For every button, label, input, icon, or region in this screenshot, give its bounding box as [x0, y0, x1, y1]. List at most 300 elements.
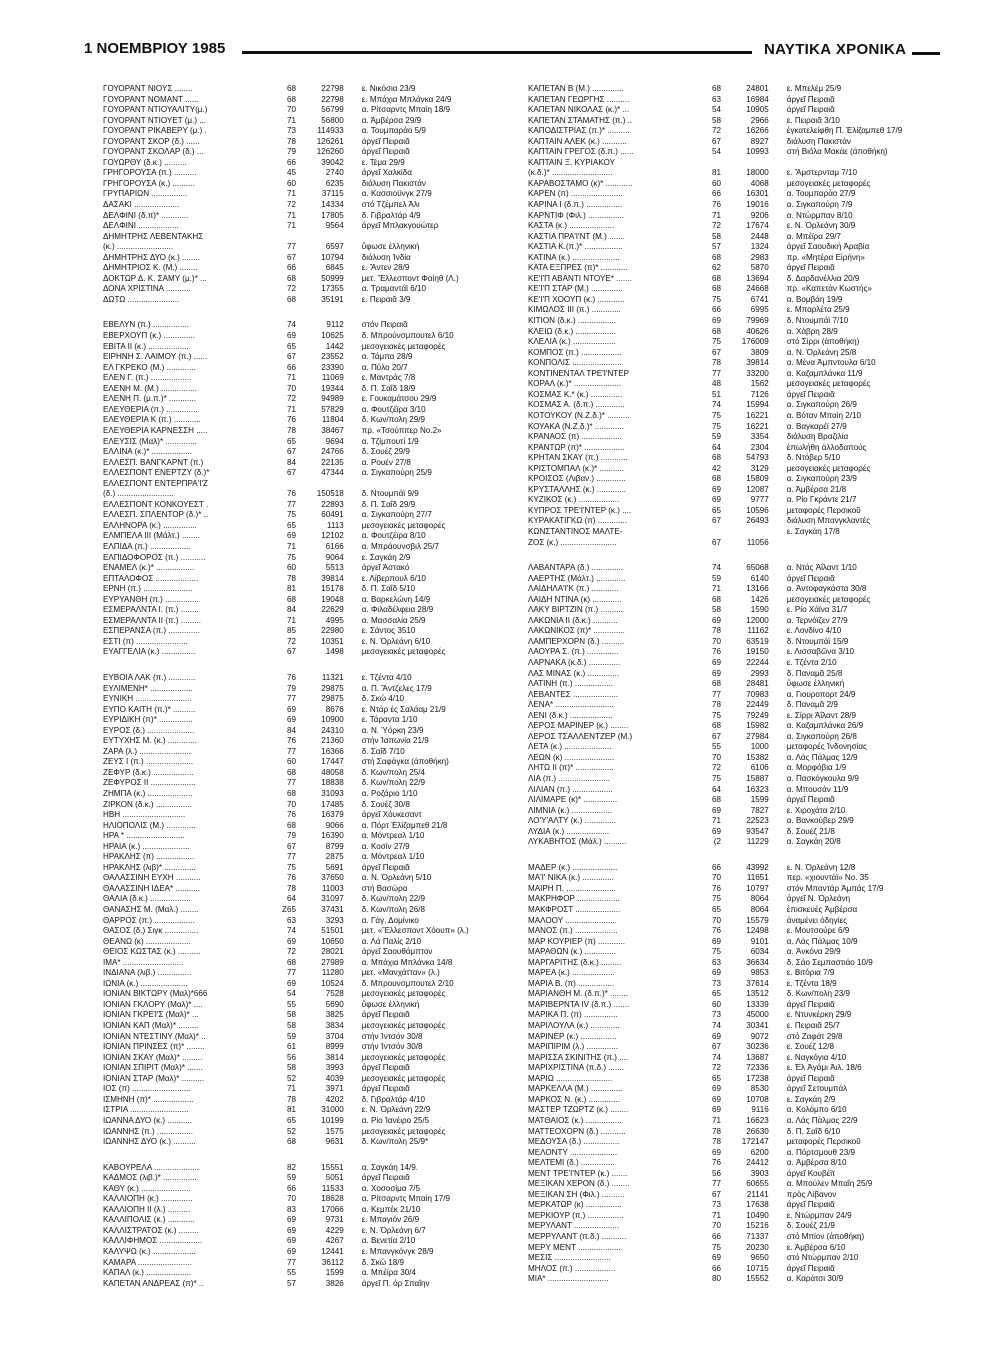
tonnage: 7126 [750, 389, 769, 399]
tonnage: 31097 [321, 894, 344, 904]
ship-status: α. Τζίμπουτί 1/9 [361, 436, 419, 446]
ship-row [528, 795, 943, 806]
ship-status: άργεῖ Πειραιᾶ [786, 999, 835, 1009]
build-year: 71 [286, 221, 296, 231]
tonnage: 13694 [746, 273, 769, 283]
build-year: 65 [711, 989, 721, 999]
ship-status: ε. Βιτόρια 7/9 [786, 968, 835, 978]
build-year: 72 [711, 1063, 721, 1073]
tonnage: 6235 [325, 178, 344, 188]
ship-row [103, 1105, 518, 1116]
ship-row [103, 736, 518, 747]
build-year: 79 [286, 683, 296, 693]
tonnage: 1498 [325, 647, 344, 657]
build-year: 63 [711, 94, 721, 104]
tonnage: 3814 [325, 1052, 344, 1062]
ship-name: ΜΕΡΡΥΛΑΝΤ (π.δ.) ........... [528, 1231, 627, 1241]
ship-name: ΖΙΡΚΟΝ (δ.κ.) ................ [103, 799, 192, 809]
ship-row [528, 989, 943, 1000]
ship-name: ΚΥΡΑΚΑΤΙΓΚΩ (π) ............. [528, 516, 627, 526]
build-year: 67 [286, 447, 296, 457]
tonnage: 1562 [750, 379, 769, 389]
tonnage: 8676 [325, 704, 344, 714]
ship-name: ΕΛΠΙΔΟΦΟΡΟΣ (π.) ........... [103, 552, 206, 562]
ship-row [103, 1021, 518, 1032]
ship-status: δ. Σαΐδ 7/10 [361, 746, 405, 756]
build-year: 75 [286, 862, 296, 872]
tonnage: 8064 [750, 894, 769, 904]
build-year: 84 [286, 605, 296, 615]
tonnage: 9116 [751, 1105, 769, 1115]
ship-list-block [103, 320, 518, 658]
ship-row [103, 295, 518, 306]
ship-status: ε. Ν. Ὀρλεάνη 22/9 [361, 1105, 431, 1115]
ship-row [103, 626, 518, 637]
build-year: 68 [711, 594, 721, 604]
tonnage: 60655 [746, 1179, 769, 1189]
build-year: 65 [286, 1115, 296, 1125]
ship-name: ΔΗΜΗΤΡΗΣ ΔΥΟ (κ.) ........ [103, 252, 201, 262]
tonnage: 24310 [321, 725, 344, 735]
build-year: 69 [711, 826, 721, 836]
ship-status: δ. Κων/πολη 22/9 [361, 778, 426, 788]
ship-status: α. Μασσαλία 25/9 [361, 615, 426, 625]
tonnage: 9064 [325, 552, 344, 562]
build-year: 69 [286, 715, 296, 725]
tonnage: 11321 [321, 672, 344, 682]
tonnage: 3809 [750, 347, 769, 357]
ship-status: άργεῖ Σετουμπάλ [786, 1084, 848, 1094]
ship-status: δ. Ντόβερ 5/10 [786, 453, 841, 463]
build-year: 81 [286, 1105, 296, 1115]
ship-status: μεσογειακές μεταφορές [361, 520, 446, 530]
build-year: 69 [711, 615, 721, 625]
ship-name: ΕΣΜΕΡΑΛΝΤΑ ΙΙ (π.) ......... [103, 615, 201, 625]
ship-name: ΙΟΝΙΑΝ ΝΤΕΣΤΙΝΥ (Μαλ)* .. [103, 1031, 206, 1041]
ship-status: ἐπισκευές Ἀμβέρσα [786, 905, 858, 915]
build-year: 77 [711, 1179, 721, 1189]
tonnage: 16984 [746, 94, 769, 104]
ship-status: α. Τερνόϊζεν 27/9 [786, 615, 848, 625]
tonnage: 6995 [750, 305, 769, 315]
ship-status: άργεῖ Πειραιᾶ [786, 573, 835, 583]
ship-status: άργεῖ Σαουθάμπτον [361, 947, 433, 957]
tonnage: 10351 [321, 636, 344, 646]
ship-row [528, 721, 943, 732]
build-year: 72 [286, 947, 296, 957]
ship-status: α. Βενετία 2/10 [361, 1236, 416, 1246]
ship-row [103, 873, 518, 884]
ship-row [528, 1074, 943, 1085]
build-year: 67 [711, 136, 721, 146]
ship-status: α. Μόντρεαλ 1/10 [361, 852, 425, 862]
ship-status: α. Σαγκάη 20/8 [786, 837, 841, 847]
ship-name: ΛΥΚΑΒΗΤΟΣ (Μάλ.) .......... [528, 837, 627, 847]
ship-status: α. Τραμαντάϊ 6/10 [361, 284, 426, 294]
ship-row [528, 937, 943, 948]
tonnage: 12087 [746, 484, 769, 494]
ship-row [103, 1032, 518, 1043]
build-year: 76 [286, 415, 296, 425]
ship-name: ΚΑΡΑΒΟΣΤΑΜΟ (κ)* ............ [528, 178, 633, 188]
tonnage: 10708 [746, 1094, 769, 1104]
build-year: 66 [286, 263, 296, 273]
build-year: 68 [286, 294, 296, 304]
ship-name: ΜΑΡΙΝΕΡ (κ.) ................ [528, 1031, 617, 1041]
ship-status: δ. Μπρουνσμπουτελ 2/10 [361, 978, 454, 988]
ship-row [528, 485, 943, 496]
ship-status: άργεῖ Πειραιᾶ [361, 1173, 410, 1183]
build-year: 59 [711, 432, 721, 442]
ship-row [528, 837, 943, 848]
ship-row [103, 105, 518, 116]
ship-name: ΜΑΔΕΡ (κ.) .................... [528, 862, 618, 872]
tonnage: 17238 [746, 1073, 769, 1083]
ship-name: ΘΑΛΑΣΣΙΝΗ ΕΥΧΗ ........... [103, 873, 201, 883]
build-year [270, 479, 296, 490]
build-year: 66 [711, 305, 721, 315]
ship-status: α. Άμβέρσα 29/9 [361, 115, 422, 125]
ship-name: ΘΕΙΟΣ ΚΩΣΤΑΣ (κ.) .......... [103, 947, 201, 957]
ship-status: ε. Μπάχια Μπλάνκα 24/9 [361, 94, 452, 104]
build-year: 69 [711, 968, 721, 978]
ship-name: ΜΑ'Ι' ΝΙΚΑ (κ.) .............. [528, 873, 614, 883]
ship-row [103, 1247, 518, 1258]
ship-name: ΛΙΛΙΜΑΡΕ (κ)* ............... [528, 795, 618, 805]
build-year: 69 [711, 668, 721, 678]
tonnage: 14334 [321, 200, 344, 210]
build-year: 60 [711, 999, 721, 1009]
ship-status: μεσογειακές μεταφορές [361, 341, 446, 351]
ship-row [528, 711, 943, 722]
build-year: 68 [286, 789, 296, 798]
build-year: 84 [286, 725, 296, 735]
ship-name: ΚΟΡΑΛ (κ.)* ..................... [528, 379, 622, 389]
ship-status: ε. Μπελέμ 25/9 [786, 84, 842, 93]
ship-name: ΛΑΣ ΜΙΝΑΣ (κ.) .............. [528, 668, 619, 678]
build-year: 68 [711, 273, 721, 283]
ship-row [103, 852, 518, 863]
tonnage: 17674 [746, 221, 769, 231]
ship-name: ΔΑΣΑΚΙ .................... [103, 200, 180, 210]
build-year: 71 [286, 615, 296, 625]
tonnage: 15178 [321, 584, 344, 594]
build-year: 79 [286, 831, 296, 841]
ship-row [528, 379, 943, 390]
ship-name: ΚΑΠΟΔΙΣΤΡΙΑΣ (π.)* .......... [528, 126, 630, 136]
ship-status: ε. Ναγκόγια 4/10 [786, 1052, 847, 1062]
ship-status: πρ. «Καπετάν Κωστής» [786, 284, 872, 294]
ship-row [103, 242, 518, 253]
ship-row [528, 189, 943, 200]
ship-name: (κ.) ......................... [103, 242, 174, 252]
ship-name: ΛΥΔΙΑ (κ.) ................... [528, 826, 610, 836]
tonnage: 22798 [321, 94, 344, 104]
tonnage: 37614 [746, 978, 769, 988]
ship-name: ΗΡΑ * .......................... [103, 831, 185, 841]
ship-row [103, 726, 518, 737]
build-year: 58 [286, 1063, 296, 1073]
ship-name: ΔΕΛΦΙΝΙ .................. [103, 221, 179, 231]
tonnage: 3903 [750, 1168, 769, 1178]
ship-name: ΛΑΚΥ ΒΙΡΤΖΙΝ (π.) .......... [528, 605, 623, 615]
tonnage: 2983 [750, 252, 769, 262]
ship-name: ΜΑΡΚΕΛΛΑ (Μ.) .............. [528, 1084, 623, 1094]
ship-status: άργεῖ Κουβέϊτ [786, 1168, 836, 1178]
ship-status: α. Άμβέρσα 21/8 [786, 484, 847, 494]
tonnage: 23552 [321, 352, 344, 362]
ship-name: ΜΕΣΙΣ ......................... [528, 1253, 611, 1263]
ship-status: α. Καζαμπλάνκα 11/9 [786, 368, 863, 378]
tonnage: 70983 [746, 689, 769, 699]
ship-status: άργεῖ Πειραιᾶ [786, 105, 835, 115]
ship-row [528, 274, 943, 285]
ship-name: ΜΕΡΚΑΤΩΡ (κ) ................ [528, 1200, 622, 1210]
ship-row [103, 553, 518, 564]
ship-name: ΚΑΛΛΙΟΠΗ (κ.) .............. [103, 1194, 193, 1204]
tonnage: 13687 [746, 1052, 769, 1062]
ship-row [103, 489, 518, 500]
ship-status: α. Καζαμπλάνκα 26/9 [786, 721, 864, 731]
ship-row [528, 753, 943, 764]
ship-name: ΛΙΑ (π.) ....................... [528, 774, 611, 783]
ship-list-block [103, 84, 518, 305]
ship-row [103, 989, 518, 1000]
ship-row [103, 137, 518, 148]
tonnage: 5870 [750, 263, 769, 273]
ship-row [103, 1000, 518, 1011]
tonnage: 26493 [746, 516, 769, 526]
ship-status: άργεῖ Μπλακγουώτερ [361, 221, 439, 231]
tonnage: 1599 [750, 795, 769, 805]
ship-row [528, 863, 943, 874]
build-year: 67 [711, 1042, 721, 1052]
tonnage: 33200 [746, 368, 769, 378]
ship-row [103, 405, 518, 416]
tonnage: 1590 [750, 605, 769, 615]
ship-status: ὕφωσε ἑλληνική [361, 242, 420, 252]
ship-list-block [103, 673, 518, 1148]
ship-status: ε. Μπαγιόν 26/9 [361, 1215, 420, 1225]
ship-row [528, 1211, 943, 1222]
tonnage: 9564 [325, 221, 344, 231]
build-year: 68 [711, 453, 721, 463]
build-year: 77 [711, 368, 721, 378]
ship-status: μεσογειακές μεταφορές [361, 1021, 446, 1031]
ship-status: μεσογειακές μεταφορές [361, 1052, 446, 1062]
ship-name: ΜΑΡΓΑΡΙΤΗΣ (δ.κ.) ......... [528, 957, 622, 967]
ship-name: ΚΛΕΛΙΑ (κ.) ................... [528, 337, 616, 347]
ship-status: μετ. «Μανχάτταν» (λ.) [361, 968, 440, 978]
ship-status: ε. Πειραιᾶ 3/10 [786, 115, 840, 125]
build-year: 77 [286, 1257, 296, 1267]
tonnage: 3834 [325, 1021, 344, 1031]
ship-row [103, 373, 518, 384]
ship-row [528, 1169, 943, 1180]
ship-row [103, 521, 518, 532]
tonnage: 18000 [746, 168, 769, 178]
ship-row [103, 221, 518, 232]
ship-status [344, 479, 518, 490]
ship-name: ΗΒΗ ............................ [103, 810, 186, 820]
build-year: 71 [286, 541, 296, 551]
tonnage: 11533 [321, 1183, 344, 1193]
build-year: 76 [711, 647, 721, 657]
ship-name: ΛΕΒΑΝΤΕΣ .................... [528, 689, 619, 699]
ship-status: μεσογειακές μεταφορές [786, 379, 871, 389]
ship-row [528, 1063, 943, 1074]
ship-name: ΕΛΛΙΝΑ (κ.)* .................. [103, 447, 193, 457]
build-year: 75 [711, 410, 721, 420]
ship-status: άργεῖ Ν. Ὀρλεάνη [786, 894, 851, 904]
ship-name: ΘΕΑΝΩ (κ) .................... [103, 936, 191, 946]
ship-status: άργεῖ Πειραιᾶ [786, 1200, 835, 1210]
ship-row [528, 947, 943, 958]
ship-name: ΙΟΝΙΑΝ ΠΡΙΝΣΕΣ (π)* ........ [103, 1042, 205, 1052]
issue-date: 1 ΝΟΕΜΒΡΙΟΥ 1985 [84, 40, 226, 57]
ship-row [528, 637, 943, 648]
tonnage: 30236 [746, 1042, 769, 1052]
build-year: 78 [711, 700, 721, 710]
build-year: 72 [286, 394, 296, 404]
ship-name: ΛΙΜΝΙΑ (κ.) .................. [528, 805, 613, 815]
tonnage: 47344 [321, 468, 344, 478]
ship-name: ΜΑΡΕΑ (κ.) ................... [528, 968, 615, 978]
ship-status: α. Μόντρεαλ 1/10 [361, 831, 425, 841]
tonnage: 5513 [325, 563, 344, 573]
build-year: 69 [286, 704, 296, 714]
ship-name: ΔΟΝΑ ΧΡΙΣΤΙΝΑ ........... [103, 284, 191, 294]
tonnage: 15579 [746, 915, 769, 925]
ship-name: ΕΣΜΕΡΑΛΝΤΑ Ι. (π.) ........ [103, 605, 199, 615]
ship-row [528, 284, 943, 295]
tonnage: 1000 [750, 742, 769, 752]
ship-row [528, 411, 943, 422]
tonnage: 2966 [750, 115, 769, 125]
build-year: 69 [711, 1147, 721, 1157]
ship-status: ε. Ντώρμπαν 24/9 [786, 1210, 852, 1220]
ship-status: δ. Σουέζ 21/8 [786, 826, 835, 836]
tonnage: 1599 [325, 1268, 344, 1278]
ship-row [103, 211, 518, 222]
ship-row [103, 147, 518, 158]
ship-row [103, 926, 518, 937]
tonnage: 17485 [321, 799, 344, 809]
ship-name: ΖΗΜΠΑ (κ.) .................... [103, 789, 193, 798]
ship-row [528, 200, 943, 211]
ship-row [528, 806, 943, 817]
ship-row [103, 694, 518, 705]
tonnage: 18628 [321, 1194, 344, 1204]
build-year: 60 [286, 178, 296, 188]
tonnage: 15382 [746, 752, 769, 762]
tonnage: 3825 [325, 1010, 344, 1020]
ship-row [103, 958, 518, 969]
tonnage: 4229 [325, 1225, 344, 1235]
tonnage: 3826 [325, 1278, 344, 1288]
ship-row [528, 884, 943, 895]
tonnage: 27989 [321, 957, 344, 967]
build-year: 63 [286, 915, 296, 925]
build-year: 59 [286, 1173, 296, 1183]
tonnage: 4068 [750, 178, 769, 188]
ship-status: α. Τουμπαράο 5/9 [361, 126, 426, 136]
ship-list-block [528, 84, 943, 548]
ship-row [528, 1010, 943, 1021]
tonnage: 51501 [321, 926, 344, 936]
ship-row [103, 947, 518, 958]
build-year: 69 [286, 936, 296, 946]
tonnage: 9777 [750, 495, 769, 505]
ship-status: α. Βαρκελώνη 14/9 [361, 594, 431, 604]
ship-status: ὕφωσε ἑλληνική [786, 679, 845, 689]
tonnage: 11651 [746, 873, 769, 883]
ship-row [103, 684, 518, 695]
ship-row [528, 168, 943, 179]
tonnage: 6106 [750, 763, 769, 773]
ship-status: α. Βόταν Μπαίη 2/10 [786, 410, 861, 420]
ship-name: ΚΡΑΝΑΟΣ (π) .................. [528, 432, 622, 442]
ship-name: ΛΕΡΟΣ ΜΑΡΙΝΕΡ (κ.) ........ [528, 721, 629, 731]
tonnage: 39042 [321, 157, 344, 167]
ship-row [528, 538, 943, 549]
build-year: 69 [286, 1246, 296, 1256]
ship-name: ΓΟΥΟΡΑΝΤ ΝΟΜΑΝΤ ...... [103, 94, 199, 104]
build-year: 69 [711, 1105, 721, 1115]
tonnage: 79969 [746, 316, 769, 326]
ship-row [103, 1042, 518, 1053]
ship-row [528, 916, 943, 927]
ship-row [103, 905, 518, 916]
build-year: 74 [286, 926, 296, 936]
ship-status: μεταφορές Περσικοῦ [786, 505, 861, 515]
tonnage: 21141 [746, 1189, 769, 1199]
ship-status: α. Π. Ἄντζελες 17/9 [361, 683, 432, 693]
ship-status: α. Γάγ. Δομίνικο [361, 915, 419, 925]
ship-name: ΕΥΒΟΙΑ ΛΑΚ (π.) ............ [103, 672, 196, 682]
ship-name: ΜΑΣΤΕΡ ΤΖΩΡΤΖ (κ.) ........ [528, 1105, 629, 1115]
ship-row [528, 1042, 943, 1053]
ship-row [528, 1200, 943, 1211]
ship-name: ΜΕΡΥΛΑΝΤ .................... [528, 1221, 620, 1231]
build-year: 54 [711, 105, 721, 115]
build-year: 85 [286, 626, 296, 636]
ship-row [103, 1116, 518, 1127]
tonnage: 4267 [325, 1236, 344, 1246]
build-year: 75 [711, 337, 721, 347]
tonnage: 22244 [746, 657, 769, 667]
tonnage: 30341 [746, 1021, 769, 1031]
ship-status: στήν Ἰαπωνία 21/9 [361, 736, 429, 746]
ship-status: ε. Λίβερπουλ 6/10 [361, 573, 426, 583]
ship-name: ΚΑΠΑΛ (κ.) .................... [103, 1268, 192, 1278]
ship-name: ΙΟΝΙΑΝ ΓΚΡΕΊ'Σ (Μαλ)* ... [103, 1010, 199, 1020]
ship-row [528, 816, 943, 827]
build-year: 65 [286, 341, 296, 351]
build-year: 75 [711, 947, 721, 957]
tonnage: 15982 [746, 721, 769, 731]
ship-name: ΔΩΤΩ ....................... [103, 294, 180, 304]
ship-name: ΚΑΠΤΑΙΝ ΓΡΕΓΟΣ (δ.π.) ...... [528, 147, 634, 157]
ship-status: α. Λάς Πάλμας 22/9 [786, 1115, 858, 1125]
build-year: 75 [711, 1242, 721, 1252]
build-year: 70 [711, 636, 721, 646]
build-year: 72 [286, 284, 296, 294]
build-year: 69 [286, 531, 296, 541]
ship-name: ΛΑΙΔΗ ΝΤΙΝΑ (κ) ............. [528, 594, 622, 604]
build-year: 71 [711, 1210, 721, 1220]
ship-name: ΔΕΛΦΙΝΙ (δ.π)* ............ [103, 210, 189, 220]
